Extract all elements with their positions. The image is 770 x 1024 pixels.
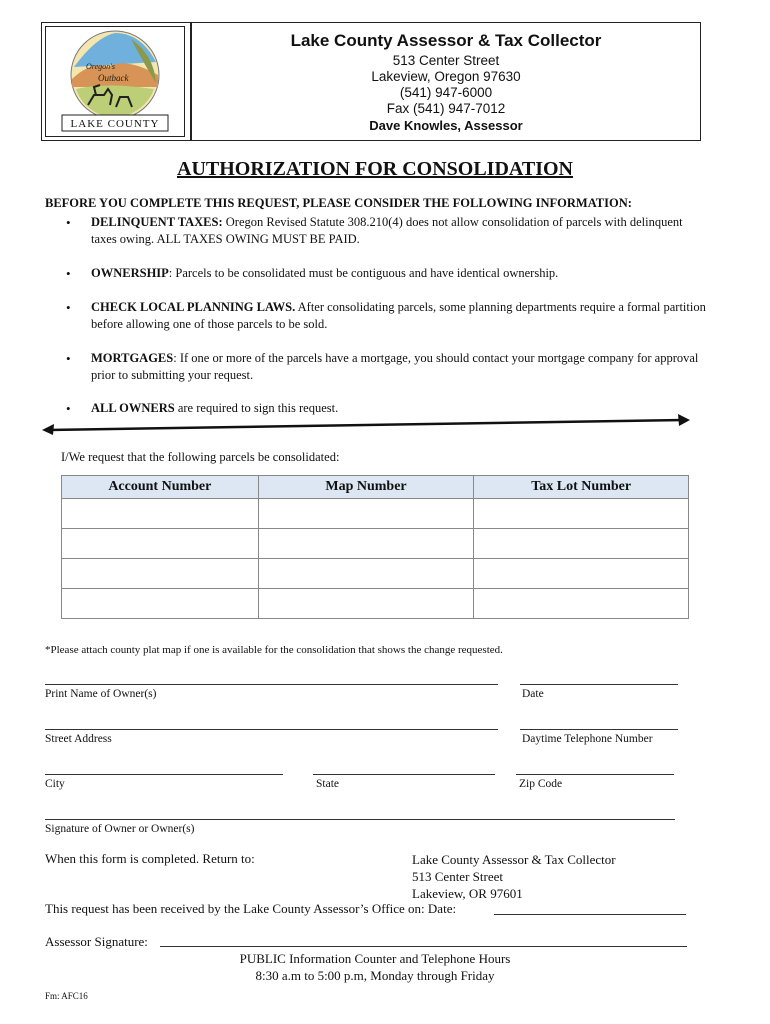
- table-row: [62, 529, 689, 559]
- print-name-field[interactable]: [45, 684, 498, 685]
- account-number-cell[interactable]: [62, 559, 259, 589]
- office-assessor: Dave Knowles, Assessor: [369, 118, 523, 133]
- tax-lot-cell[interactable]: [474, 589, 689, 619]
- tax-lot-cell[interactable]: [474, 559, 689, 589]
- zip-code-field[interactable]: [516, 774, 674, 775]
- header-map-number: Map Number: [258, 476, 474, 499]
- assessor-signature-field[interactable]: [160, 946, 687, 947]
- owner-signature-field[interactable]: [45, 819, 675, 820]
- daytime-phone-field[interactable]: [520, 729, 678, 730]
- bullet-icon: •: [66, 351, 71, 366]
- print-name-label: Print Name of Owner(s): [45, 688, 157, 700]
- plat-map-note: *Please attach county plat map if one is available for the consolidation that shows the change requested.: [45, 644, 503, 656]
- tax-lot-cell[interactable]: [474, 529, 689, 559]
- bullet-text: Oregon Revised Statute 308.210(4) does not allow consolidation of parcels with delinquent taxes owing. ALL TAXES OWING MUST BE PAID.: [91, 215, 683, 246]
- return-address: [412, 851, 616, 902]
- map-number-cell[interactable]: [258, 589, 474, 619]
- bullet-heading: OWNERSHIP: [91, 266, 169, 280]
- bullet-text: are required to sign this request.: [174, 401, 339, 415]
- bullet-icon: •: [66, 300, 71, 315]
- public-hours-line1: PUBLIC Information Counter and Telephone Hours: [239, 951, 511, 966]
- date-field[interactable]: [520, 684, 678, 685]
- letterhead: [41, 22, 701, 141]
- before-notice: BEFORE YOU COMPLETE THIS REQUEST, PLEASE CONSIDER THE FOLLOWING INFORMATION:: [45, 196, 632, 210]
- state-label: State: [316, 778, 339, 790]
- bullet-icon: •: [66, 215, 71, 230]
- received-statement: This request has been received by the Lake County Assessor’s Office on: Date:: [45, 901, 457, 916]
- request-statement: I/We request that the following parcels be consolidated:: [61, 450, 340, 464]
- header-tax-lot-number: Tax Lot Number: [474, 476, 689, 499]
- map-number-cell[interactable]: [258, 499, 474, 529]
- double-arrow-divider: [42, 414, 690, 436]
- bullet-heading: ALL OWNERS: [91, 401, 175, 415]
- account-number-cell[interactable]: [62, 529, 259, 559]
- return-street: 513 Center Street: [412, 869, 503, 884]
- form-number: Fm: AFC16: [45, 991, 88, 1001]
- bullet-heading: DELINQUENT TAXES:: [91, 215, 223, 229]
- logo-text-top: Oregon's: [86, 62, 115, 71]
- logo-text-mid: Outback: [98, 73, 129, 83]
- office-fax: Fax (541) 947-7012: [386, 101, 506, 116]
- date-label: Date: [522, 688, 544, 700]
- assessor-signature-label: Assessor Signature:: [45, 934, 148, 949]
- account-number-cell[interactable]: [62, 589, 259, 619]
- parcels-table: [61, 475, 689, 619]
- daytime-phone-label: Daytime Telephone Number: [522, 733, 653, 745]
- office-city: Lakeview, Oregon 97630: [371, 69, 521, 84]
- city-field[interactable]: [45, 774, 283, 775]
- header-account-number: Account Number: [62, 476, 259, 499]
- bullet-text: After consolidating parcels, some planning departments require a formal partition before allowing one of those parcels to be sold.: [91, 300, 706, 331]
- public-hours-line2: 8:30 a.m to 5:00 p.m, Monday through Friday: [255, 968, 495, 983]
- office-phone: (541) 947-6000: [399, 85, 493, 100]
- office-street: 513 Center Street: [392, 53, 500, 68]
- tax-lot-cell[interactable]: [474, 499, 689, 529]
- public-hours: [0, 950, 750, 984]
- return-city: Lakeview, OR 97601: [412, 886, 523, 901]
- bullet-text: : If one or more of the parcels have a mortgage, you should contact your mortgage company for approval prior to submitting your request.: [91, 351, 699, 382]
- bullet-heading: CHECK LOCAL PLANNING LAWS.: [91, 300, 296, 314]
- received-date-field[interactable]: [494, 914, 686, 915]
- account-number-cell[interactable]: [62, 499, 259, 529]
- table-row: [62, 559, 689, 589]
- return-name: Lake County Assessor & Tax Collector: [412, 852, 616, 867]
- street-address-label: Street Address: [45, 733, 112, 745]
- logo-label: LAKE COUNTY: [70, 118, 160, 130]
- state-field[interactable]: [313, 774, 495, 775]
- form-title: AUTHORIZATION FOR CONSOLIDATION: [177, 158, 573, 180]
- table-row: [62, 499, 689, 529]
- bullet-text: : Parcels to be consolidated must be contiguous and have identical ownership.: [168, 266, 559, 280]
- bullet-icon: •: [66, 401, 71, 416]
- zip-code-label: Zip Code: [519, 778, 563, 790]
- map-number-cell[interactable]: [258, 559, 474, 589]
- street-address-field[interactable]: [45, 729, 498, 730]
- bullet-icon: •: [66, 266, 71, 281]
- owner-signature-label: Signature of Owner or Owner(s): [45, 823, 195, 835]
- office-info: [192, 29, 700, 134]
- return-instructions: When this form is completed. Return to:: [45, 851, 255, 866]
- city-label: City: [45, 778, 65, 790]
- bullet-heading: MORTGAGES: [91, 351, 174, 365]
- lake-county-logo: [45, 26, 185, 137]
- table-row: [62, 589, 689, 619]
- map-number-cell[interactable]: [258, 529, 474, 559]
- office-title: Lake County Assessor & Tax Collector: [290, 31, 602, 50]
